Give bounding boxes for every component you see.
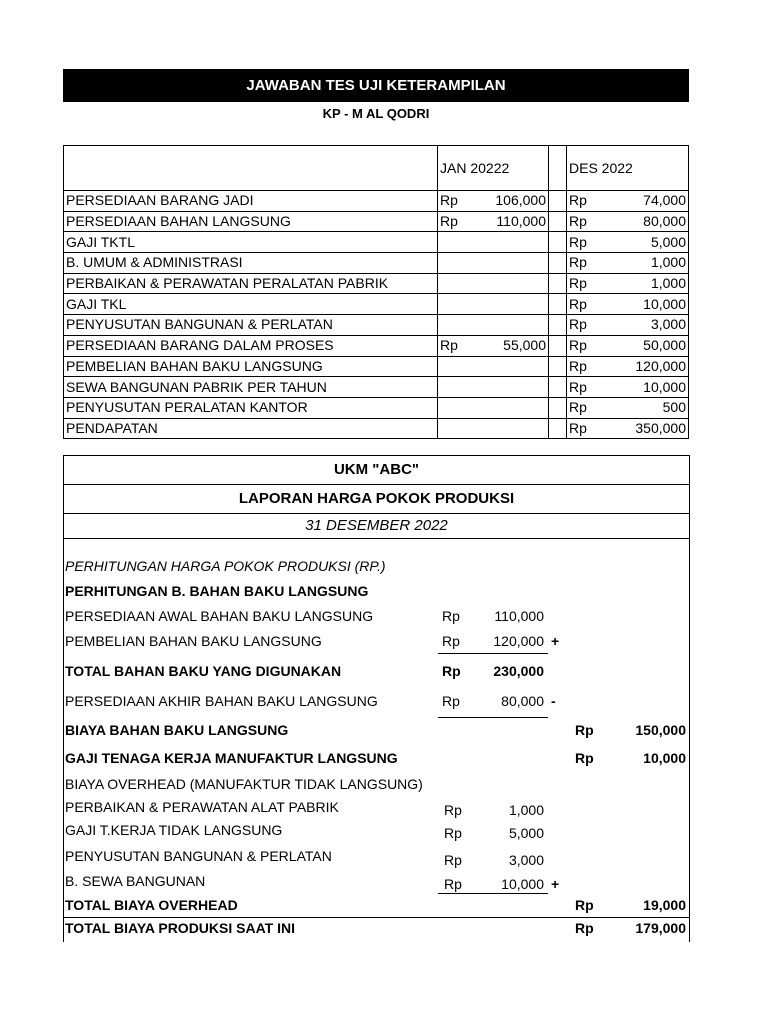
- row-label: PERSEDIAAN BARANG DALAM PROSES: [64, 335, 438, 356]
- jan-currency: [438, 377, 486, 398]
- table-row: [64, 315, 689, 336]
- balance-data-table: [63, 145, 689, 439]
- table-row: [64, 335, 689, 356]
- document-subtitle: KP - M AL QODRI: [322, 106, 430, 121]
- table-row: [64, 232, 689, 253]
- report-line-currency: Rp: [575, 897, 594, 913]
- spacer-cell: [549, 294, 567, 315]
- row-label: GAJI TKTL: [64, 232, 438, 253]
- report-line-label: PENYUSUTAN BANGUNAN & PERLATAN: [65, 848, 332, 864]
- row-label: SEWA BANGUNAN PABRIK PER TAHUN: [64, 377, 438, 398]
- table-row: [64, 356, 689, 377]
- document-title: JAWABAN TES UJI KETERAMPILAN: [63, 69, 689, 102]
- table-row: [64, 377, 689, 398]
- report-line-currency: Rp: [442, 608, 460, 624]
- table-row: [64, 273, 689, 294]
- des-value: 350,000: [595, 418, 689, 439]
- jan-value: [486, 377, 549, 398]
- header-des: DES 2022: [567, 146, 689, 191]
- des-currency: Rp: [567, 418, 595, 439]
- row-divider: [64, 917, 689, 918]
- table-row: [64, 191, 689, 212]
- cost-of-production-report: [63, 455, 690, 942]
- header-label-cell: [64, 146, 438, 191]
- des-value: 50,000: [595, 335, 689, 356]
- jan-value: [486, 273, 549, 294]
- report-line-amount: 230,000: [493, 663, 544, 679]
- table-header-row: [64, 146, 689, 191]
- des-currency: Rp: [567, 294, 595, 315]
- des-currency: Rp: [567, 397, 595, 418]
- report-line-label: B. SEWA BANGUNAN: [65, 873, 206, 889]
- des-currency: Rp: [567, 253, 595, 274]
- sum-underline: [438, 653, 548, 654]
- report-line-amount: 1,000: [508, 802, 544, 818]
- header-spacer: [549, 146, 567, 191]
- jan-currency: [438, 232, 486, 253]
- report-line-amount: 19,000: [643, 897, 686, 913]
- spacer-cell: [549, 418, 567, 439]
- des-currency: Rp: [567, 377, 595, 398]
- table-row: [64, 211, 689, 232]
- des-currency: Rp: [567, 315, 595, 336]
- section-heading: PERHITUNGAN HARGA POKOK PRODUKSI (RP.): [65, 558, 386, 574]
- jan-value: 110,000: [486, 211, 549, 232]
- spacer-cell: [549, 253, 567, 274]
- report-line-amount: 80,000: [501, 693, 544, 709]
- jan-value: [486, 253, 549, 274]
- des-value: 80,000: [595, 211, 689, 232]
- table-row: [64, 418, 689, 439]
- des-currency: Rp: [567, 335, 595, 356]
- des-value: 1,000: [595, 253, 689, 274]
- des-currency: Rp: [567, 356, 595, 377]
- header-jan: JAN 20222: [438, 146, 549, 191]
- report-line-label: PERSEDIAAN AKHIR BAHAN BAKU LANGSUNG: [65, 693, 378, 709]
- spacer-cell: [549, 273, 567, 294]
- jan-currency: [438, 315, 486, 336]
- spacer-cell: [549, 211, 567, 232]
- des-value: 5,000: [595, 232, 689, 253]
- table-row: [64, 294, 689, 315]
- table-row: [64, 253, 689, 274]
- report-line-currency: Rp: [444, 825, 462, 841]
- report-date: 31 DESEMBER 2022: [64, 514, 689, 539]
- sum-underline: [438, 717, 548, 718]
- report-line-amount: 110,000: [494, 608, 544, 624]
- report-line-label: BIAYA OVERHEAD (MANUFAKTUR TIDAK LANGSUNG): [65, 776, 423, 792]
- report-line-currency: Rp: [442, 663, 461, 679]
- report-line-label: PERBAIKAN & PERAWATAN ALAT PABRIK: [65, 799, 339, 815]
- report-line-label: PEMBELIAN BAHAN BAKU LANGSUNG: [65, 633, 322, 649]
- des-currency: Rp: [567, 191, 595, 212]
- report-line-amount: 150,000: [635, 722, 686, 738]
- des-currency: Rp: [567, 211, 595, 232]
- report-company: UKM "ABC": [64, 456, 689, 485]
- jan-value: 106,000: [486, 191, 549, 212]
- des-currency: Rp: [567, 273, 595, 294]
- report-line-label: BIAYA BAHAN BAKU LANGSUNG: [65, 722, 289, 738]
- report-line-label: PERSEDIAAN AWAL BAHAN BAKU LANGSUNG: [65, 608, 374, 624]
- minus-operator: -: [551, 693, 556, 709]
- row-label: PENYUSUTAN BANGUNAN & PERLATAN: [64, 315, 438, 336]
- report-line-currency: Rp: [442, 633, 460, 649]
- table-row: [64, 397, 689, 418]
- row-label: GAJI TKL: [64, 294, 438, 315]
- des-value: 3,000: [595, 315, 689, 336]
- report-line-amount: 179,000: [635, 920, 686, 936]
- des-value: 10,000: [595, 377, 689, 398]
- des-value: 500: [595, 397, 689, 418]
- report-line-currency: Rp: [575, 722, 594, 738]
- spacer-cell: [549, 232, 567, 253]
- spacer-cell: [549, 356, 567, 377]
- report-line-label: TOTAL BIAYA OVERHEAD: [65, 897, 238, 913]
- jan-currency: Rp: [438, 191, 486, 212]
- report-line-currency: Rp: [444, 802, 462, 818]
- jan-currency: [438, 418, 486, 439]
- jan-value: [486, 232, 549, 253]
- jan-currency: [438, 273, 486, 294]
- jan-value: [486, 418, 549, 439]
- row-label: PEMBELIAN BAHAN BAKU LANGSUNG: [64, 356, 438, 377]
- jan-value: [486, 397, 549, 418]
- plus-operator: +: [551, 876, 560, 892]
- des-value: 1,000: [595, 273, 689, 294]
- row-label: B. UMUM & ADMINISTRASI: [64, 253, 438, 274]
- row-label: PERBAIKAN & PERAWATAN PERALATAN PABRIK: [64, 273, 438, 294]
- jan-currency: [438, 253, 486, 274]
- row-label: PENDAPATAN: [64, 418, 438, 439]
- jan-value: [486, 294, 549, 315]
- jan-currency: [438, 356, 486, 377]
- spacer-cell: [549, 397, 567, 418]
- jan-currency: [438, 294, 486, 315]
- row-label: PERSEDIAAN BARANG JADI: [64, 191, 438, 212]
- des-value: 120,000: [595, 356, 689, 377]
- report-line-amount: 120,000: [493, 633, 544, 649]
- spacer-cell: [549, 335, 567, 356]
- report-line-amount: 3,000: [508, 852, 544, 868]
- report-title: LAPORAN HARGA POKOK PRODUKSI: [64, 485, 689, 514]
- row-label: PERSEDIAAN BAHAN LANGSUNG: [64, 211, 438, 232]
- plus-operator: +: [551, 633, 560, 649]
- report-line-currency: Rp: [444, 876, 462, 892]
- report-line-amount: 5,000: [508, 825, 544, 841]
- report-line-currency: Rp: [442, 693, 460, 709]
- des-currency: Rp: [567, 232, 595, 253]
- report-line-label: TOTAL BAHAN BAKU YANG DIGUNAKAN: [65, 663, 342, 679]
- report-line-currency: Rp: [575, 920, 594, 936]
- spacer-cell: [549, 315, 567, 336]
- spacer-cell: [549, 377, 567, 398]
- des-value: 10,000: [595, 294, 689, 315]
- jan-value: 55,000: [486, 335, 549, 356]
- jan-currency: [438, 397, 486, 418]
- sum-underline: [438, 893, 548, 894]
- jan-value: [486, 356, 549, 377]
- jan-value: [486, 315, 549, 336]
- report-line-amount: 10,000: [643, 750, 686, 766]
- sub-heading: PERHITUNGAN B. BAHAN BAKU LANGSUNG: [65, 583, 369, 599]
- report-line-label: GAJI T.KERJA TIDAK LANGSUNG: [65, 822, 283, 838]
- report-line-currency: Rp: [575, 750, 594, 766]
- report-line-label: GAJI TENAGA KERJA MANUFAKTUR LANGSUNG: [65, 750, 398, 766]
- row-label: PENYUSUTAN PERALATAN KANTOR: [64, 397, 438, 418]
- report-line-label: TOTAL BIAYA PRODUKSI SAAT INI: [65, 920, 295, 936]
- jan-currency: Rp: [438, 335, 486, 356]
- report-line-amount: 10,000: [501, 876, 544, 892]
- spacer-cell: [549, 191, 567, 212]
- des-value: 74,000: [595, 191, 689, 212]
- report-line-currency: Rp: [444, 852, 462, 868]
- jan-currency: Rp: [438, 211, 486, 232]
